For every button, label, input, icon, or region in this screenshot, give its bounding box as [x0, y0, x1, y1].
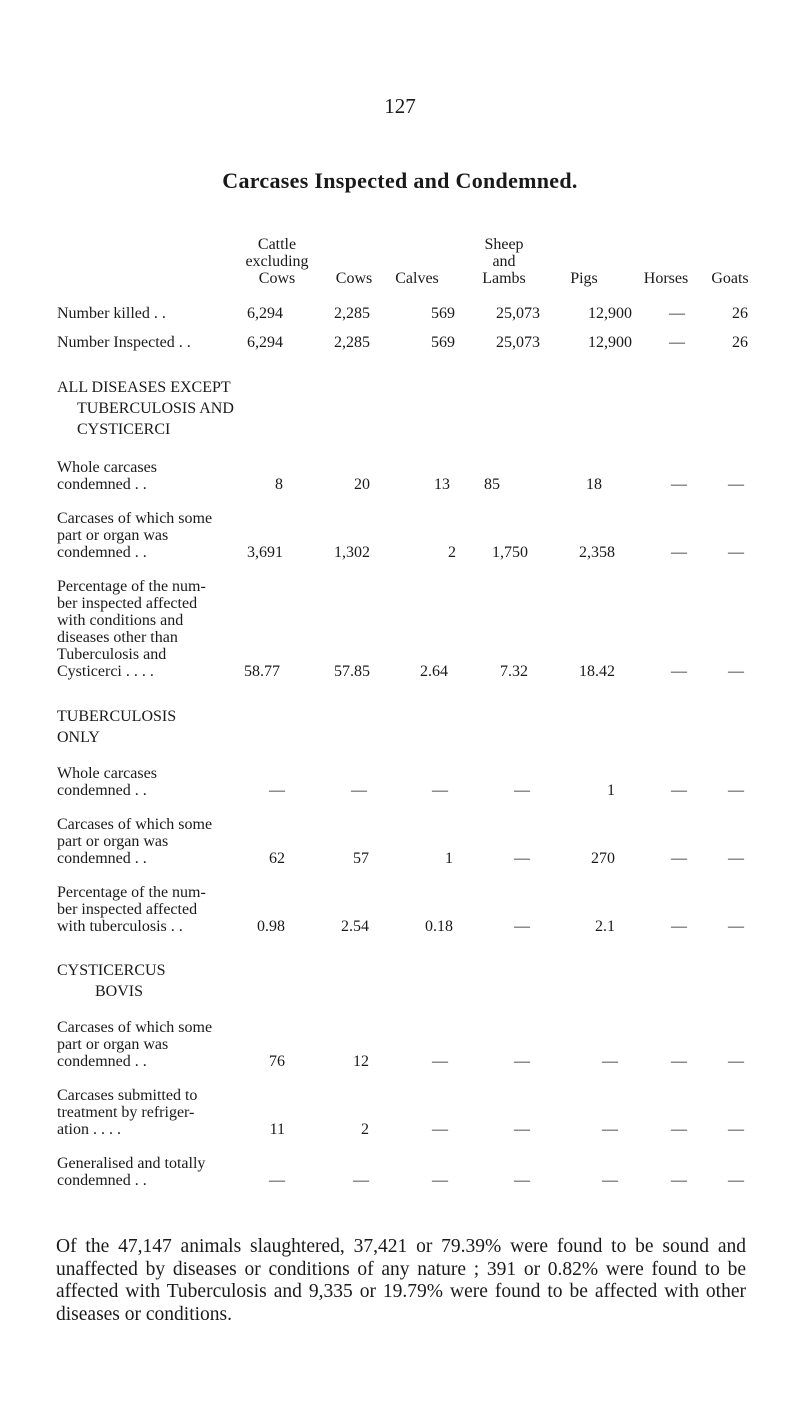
- row-label-line: ation . . . .: [57, 1121, 121, 1138]
- cell: 18: [586, 476, 602, 493]
- cell: 569: [431, 305, 455, 322]
- row-label-line: part or organ was: [57, 833, 169, 850]
- heading-line: ALL DISEASES EXCEPT: [57, 379, 231, 396]
- summary-paragraph: Of the 47,147 animals slaughtered, 37,421 or 79.39% were found to be sound and unaffected by diseases or conditions of any nature ; 391 or 0.82% were found to be affected with Tuberculosis and 9,335 or 19.79% were found to be affected with other diseases or conditions.: [56, 1236, 746, 1325]
- cell: 11: [269, 1121, 285, 1138]
- row-label-line: Carcases submitted to: [57, 1087, 198, 1104]
- cell: 18.42: [579, 663, 615, 680]
- row-label-line: Carcases of which some: [57, 1019, 213, 1036]
- row-label-line: Percentage of the num-: [57, 884, 206, 901]
- col-cattle-line2: excluding: [245, 253, 309, 270]
- cell: 13: [434, 476, 450, 493]
- row-label-line: Carcases of which some: [57, 510, 213, 527]
- cell: 2,358: [579, 544, 615, 561]
- cell: —: [353, 1172, 369, 1189]
- cell: 12,900: [588, 305, 632, 322]
- cell: —: [269, 1172, 285, 1189]
- cell: 2: [361, 1121, 369, 1138]
- col-cows: Cows: [335, 270, 373, 287]
- cell: 25,073: [496, 305, 540, 322]
- cell: —: [728, 1053, 744, 1070]
- cell: —: [432, 782, 448, 799]
- cell: 0.98: [257, 918, 285, 935]
- heading-line: CYSTICERCUS: [57, 962, 166, 979]
- cell: —: [514, 850, 530, 867]
- heading-line: CYSTICERCI: [77, 421, 171, 438]
- cell: 58.77: [244, 663, 280, 680]
- row-label-line: with conditions and: [57, 612, 184, 629]
- cell: —: [671, 918, 687, 935]
- cell: 12: [353, 1053, 369, 1070]
- col-goats: Goats: [711, 270, 749, 287]
- cell: 270: [591, 850, 615, 867]
- cell: —: [432, 1053, 448, 1070]
- row-label-line: condemned . .: [57, 850, 147, 867]
- cell: 62: [269, 850, 285, 867]
- cell: —: [514, 1121, 530, 1138]
- cell: —: [514, 1053, 530, 1070]
- cell: 3,691: [247, 544, 283, 561]
- page-number: 127: [384, 94, 416, 118]
- row-label-line: Tuberculosis and: [57, 646, 167, 663]
- cell: —: [728, 850, 744, 867]
- cell: —: [671, 1121, 687, 1138]
- cell: —: [671, 850, 687, 867]
- heading-line: BOVIS: [95, 983, 144, 1000]
- cell: 2.64: [420, 663, 448, 680]
- cell: —: [351, 782, 367, 799]
- cell: —: [514, 918, 530, 935]
- cell: —: [728, 1172, 744, 1189]
- row-label-line: Generalised and totally: [57, 1155, 206, 1172]
- row-label-line: Whole carcases: [57, 459, 157, 476]
- col-sheep-line2: and: [492, 253, 516, 270]
- heading-line: TUBERCULOSIS AND: [77, 400, 234, 417]
- cell: —: [671, 544, 687, 561]
- row-label: Number Inspected . .: [57, 334, 191, 351]
- cell: 7.32: [500, 663, 528, 680]
- cell: —: [514, 782, 530, 799]
- col-cattle-line1: Cattle: [257, 236, 297, 253]
- cell: —: [728, 663, 744, 680]
- row-label-line: condemned . .: [57, 1172, 147, 1189]
- row-label-line: condemned . .: [57, 544, 147, 561]
- cell: —: [432, 1172, 448, 1189]
- row-label-line: part or organ was: [57, 1036, 169, 1053]
- cell: 85: [484, 476, 500, 493]
- heading-line: ONLY: [57, 729, 100, 746]
- row-label-line: Cysticerci . . . .: [57, 663, 154, 680]
- cell: —: [669, 305, 685, 322]
- cell: 2.1: [595, 918, 615, 935]
- row-label-line: treatment by refriger-: [57, 1104, 195, 1121]
- col-calves: Calves: [395, 270, 439, 287]
- cell: 2.54: [341, 918, 369, 935]
- cell: 569: [431, 334, 455, 351]
- row-label-line: Percentage of the num-: [57, 578, 206, 595]
- cell: —: [671, 1053, 687, 1070]
- row-label-line: ber inspected affected: [57, 595, 198, 612]
- cell: —: [602, 1172, 618, 1189]
- cell: 12,900: [588, 334, 632, 351]
- cell: 1: [607, 782, 615, 799]
- cell: 57.85: [334, 663, 370, 680]
- cell: 0.18: [425, 918, 453, 935]
- row-label-line: with tuberculosis . .: [57, 918, 183, 935]
- cell: 76: [269, 1053, 285, 1070]
- cell: —: [728, 544, 744, 561]
- cell: 2,285: [334, 305, 370, 322]
- heading-line: TUBERCULOSIS: [57, 708, 177, 725]
- cell: 2: [448, 544, 456, 561]
- col-sheep-line3: Lambs: [482, 270, 526, 287]
- cell: 6,294: [247, 305, 283, 322]
- row-label-line: Carcases of which some: [57, 816, 213, 833]
- cell: —: [602, 1053, 618, 1070]
- row-label-line: ber inspected affected: [57, 901, 198, 918]
- row-label-line: condemned . .: [57, 782, 147, 799]
- row-label-line: diseases other than: [57, 629, 178, 646]
- row-label-line: Whole carcases: [57, 765, 157, 782]
- cell: 1: [445, 850, 453, 867]
- page-title: Carcases Inspected and Condemned.: [222, 168, 578, 193]
- cell: —: [602, 1121, 618, 1138]
- cell: —: [728, 1121, 744, 1138]
- cell: 26: [732, 334, 748, 351]
- cell: —: [269, 782, 285, 799]
- row-label-line: part or organ was: [57, 527, 169, 544]
- cell: —: [432, 1121, 448, 1138]
- col-sheep-line1: Sheep: [484, 236, 524, 253]
- cell: —: [728, 476, 744, 493]
- cell: 8: [275, 476, 283, 493]
- cell: 26: [732, 305, 748, 322]
- col-horses: Horses: [643, 270, 689, 287]
- cell: 25,073: [496, 334, 540, 351]
- col-cattle-line3: Cows: [258, 270, 296, 287]
- cell: 20: [354, 476, 370, 493]
- cell: —: [728, 782, 744, 799]
- cell: —: [671, 663, 687, 680]
- cell: —: [514, 1172, 530, 1189]
- row-label: Number killed . .: [57, 305, 166, 322]
- cell: —: [671, 1172, 687, 1189]
- cell: —: [728, 918, 744, 935]
- cell: —: [671, 476, 687, 493]
- cell: 1,302: [334, 544, 370, 561]
- cell: —: [669, 334, 685, 351]
- row-label-line: condemned . .: [57, 476, 147, 493]
- col-pigs: Pigs: [570, 270, 598, 287]
- row-label-line: condemned . .: [57, 1053, 147, 1070]
- cell: 57: [353, 850, 369, 867]
- cell: —: [671, 782, 687, 799]
- cell: 6,294: [247, 334, 283, 351]
- cell: 1,750: [492, 544, 528, 561]
- cell: 2,285: [334, 334, 370, 351]
